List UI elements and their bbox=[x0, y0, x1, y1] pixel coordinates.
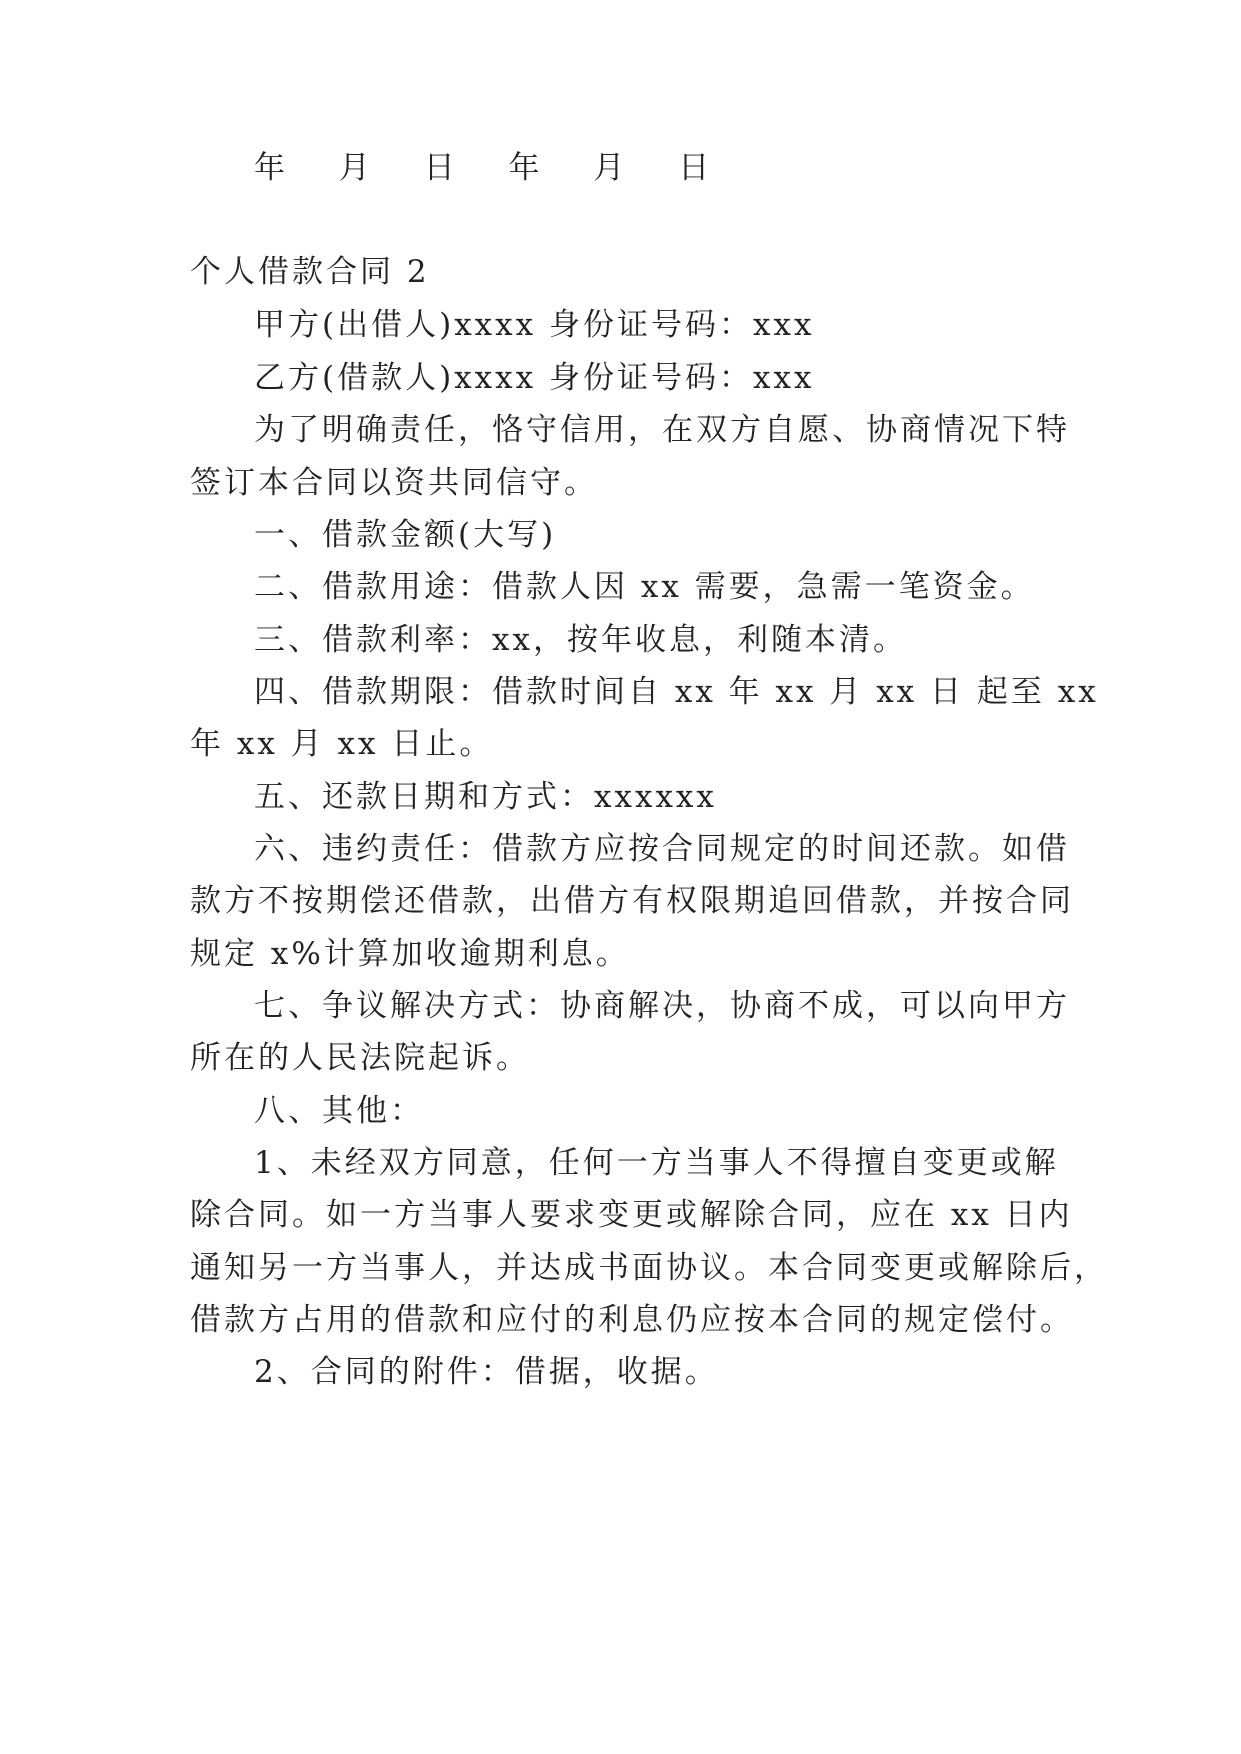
document-title: 个人借款合同 2 bbox=[190, 254, 430, 290]
clause-4-line-1: 四、借款期限：借款时间自 xx 年 xx 月 xx 日 起至 xx bbox=[254, 674, 1099, 710]
item-1-line-4: 借款方占用的借款和应付的利息仍应按本合同的规定偿付。 bbox=[190, 1302, 1074, 1338]
party-b-line: 乙方(借款人)xxxx 身份证号码：xxx bbox=[254, 360, 815, 396]
item-1-line-3: 通知另一方当事人，并达成书面协议。本合同变更或解除后， bbox=[190, 1250, 1108, 1286]
item-1-line-1: 1、未经双方同意，任何一方当事人不得擅自变更或解 bbox=[254, 1145, 1059, 1181]
clause-1-loan-amount: 一、借款金额(大写) bbox=[254, 517, 557, 553]
clause-6-line-2: 款方不按期偿还借款，出借方有权限期追回借款，并按合同 bbox=[190, 883, 1074, 919]
clause-8-other: 八、其他： bbox=[254, 1093, 424, 1129]
clause-7-line-2: 所在的人民法院起诉。 bbox=[190, 1040, 530, 1076]
preamble-line-2: 签订本合同以资共同信守。 bbox=[190, 465, 598, 501]
signature-date-line: 年 月 日 年 月 日 bbox=[254, 150, 732, 186]
clause-7-line-1: 七、争议解决方式：协商解决，协商不成，可以向甲方 bbox=[254, 988, 1070, 1024]
clause-5-repayment: 五、还款日期和方式：xxxxxx bbox=[254, 779, 717, 815]
item-2-attachments: 2、合同的附件：借据，收据。 bbox=[254, 1354, 719, 1390]
clause-2-loan-purpose: 二、借款用途：借款人因 xx 需要，急需一笔资金。 bbox=[254, 569, 1035, 605]
clause-6-line-1: 六、违约责任：借款方应按合同规定的时间还款。如借 bbox=[254, 831, 1070, 867]
item-1-line-2: 除合同。如一方当事人要求变更或解除合同，应在 xx 日内 bbox=[190, 1197, 1073, 1233]
clause-4-line-2: 年 xx 月 xx 日止。 bbox=[190, 726, 494, 762]
clause-6-line-3: 规定 x%计算加收逾期利息。 bbox=[190, 936, 630, 972]
preamble-line-1: 为了明确责任，恪守信用，在双方自愿、协商情况下特 bbox=[254, 412, 1070, 448]
clause-3-interest-rate: 三、借款利率：xx，按年收息，利随本清。 bbox=[254, 622, 907, 658]
party-a-line: 甲方(出借人)xxxx 身份证号码：xxx bbox=[254, 307, 815, 343]
